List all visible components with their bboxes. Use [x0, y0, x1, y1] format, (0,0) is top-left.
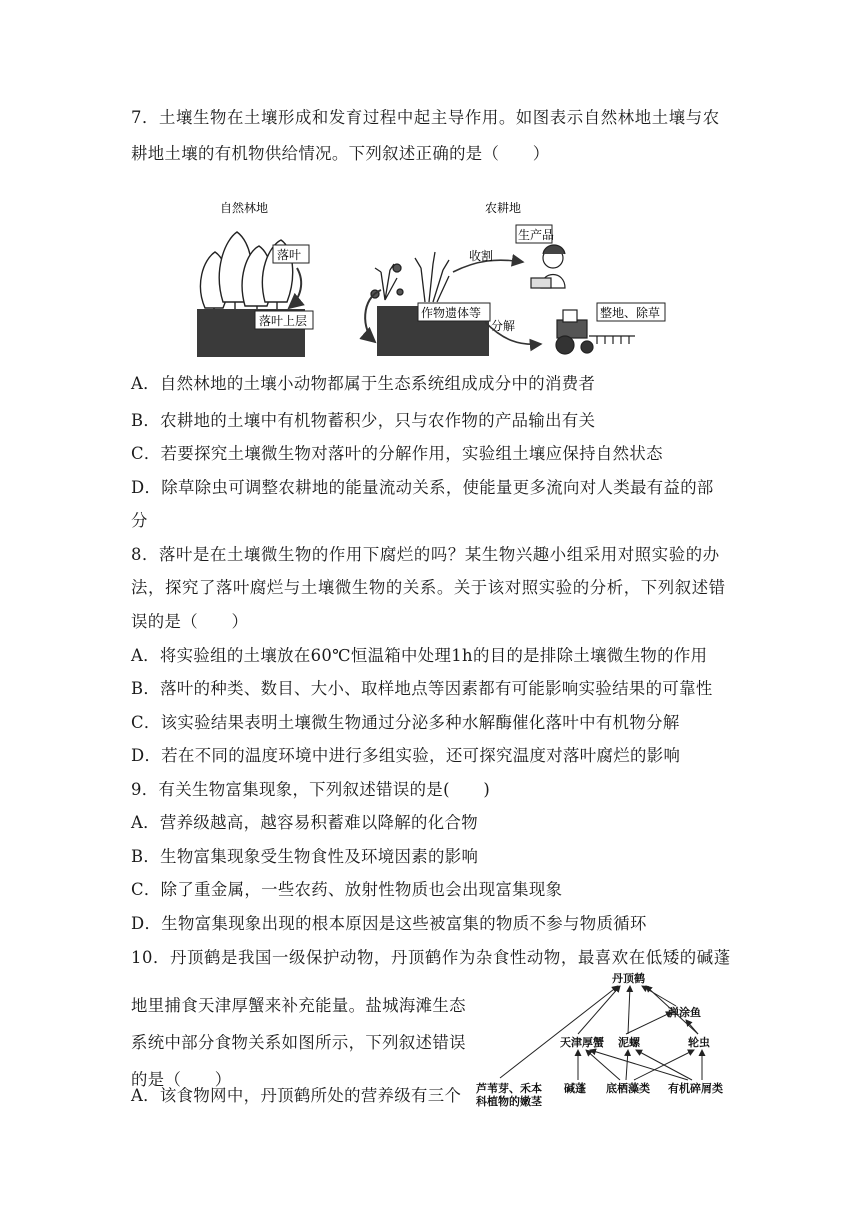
q8-option-d: D．若在不同的温度环境中进行多组实验，还可探究温度对落叶腐烂的影响: [131, 746, 681, 765]
node-mudskipper: 弹涂鱼: [668, 1006, 701, 1019]
node-crab: 天津厚蟹: [560, 1036, 604, 1049]
node-reed-line1: 芦苇芽、禾本: [476, 1082, 542, 1095]
food-web-arrows: [500, 986, 702, 1080]
node-crane: 丹顶鹤: [612, 972, 645, 985]
q8-option-c: C．该实验结果表明土壤微生物通过分泌多种水解酶催化落叶中有机物分解: [131, 713, 680, 732]
forest-trees-image: [200, 232, 292, 315]
fig-label-crop-residue: 作物遗体等: [421, 306, 482, 320]
node-reed-line2: 科植物的嫩茎: [476, 1095, 542, 1108]
q7-option-d: D．除草除虫可调整农耕地的能量流动关系，使能量更多流向对人类最有益的部: [131, 478, 714, 497]
q9-option-a: A．营养级越高，越容易积蓄难以降解的化合物: [131, 813, 478, 832]
q9-stem: 9．有关生物富集现象，下列叙述错误的是( ): [131, 780, 491, 799]
q7-stem-line2: 耕地土壤的有机物供给情况。下列叙述正确的是（ ）: [131, 144, 550, 163]
fig-left-title: 自然林地: [220, 201, 269, 215]
farmer-image: [531, 245, 565, 288]
q10-option-a: A．该食物网中，丹顶鹤所处的营养级有三个: [131, 1086, 462, 1105]
q7-figure: [185, 190, 745, 360]
q8-stem-line3: 误的是（ ）: [131, 612, 249, 631]
fig-label-litter-layer: 落叶上层: [259, 314, 308, 328]
q7-option-d-cont: 分: [131, 511, 148, 530]
fig-right-title: 农耕地: [485, 201, 522, 215]
node-detritus: 有机碎屑类: [668, 1082, 723, 1095]
q8-option-a: A．将实验组的土壤放在60℃恒温箱中处理1h的目的是排除土壤微生物的作用: [131, 646, 708, 665]
q10-stem-rest: 地里捕食天津厚蟹来补充能量。盐城海滩生态系统中部分食物关系如图所示，下列叙述错误的是（ ）: [131, 996, 466, 1089]
q7-stem-line1: 7．土壤生物在土壤形成和发育过程中起主导作用。如图表示自然林地土壤与农: [131, 108, 720, 127]
fig-label-tillage: 整地、除草: [600, 306, 661, 320]
q9-option-c: C．除了重金属，一些农药、放射性物质也会出现富集现象: [131, 880, 563, 899]
q10-stem-line1: 10．丹顶鹤是我国一级保护动物，丹顶鹤作为杂食性动物，最喜欢在低矮的碱蓬: [131, 948, 731, 967]
fig-label-decompose: 分解: [491, 319, 516, 333]
q8-option-b: B．落叶的种类、数目、大小、取样地点等因素都有可能影响实验结果的可靠性: [131, 679, 713, 698]
node-worm: 轮虫: [688, 1036, 710, 1049]
q8-stem-line1: 8．落叶是在土壤微生物的作用下腐烂的吗？某生物兴趣小组采用对照实验的办: [131, 545, 720, 564]
q10-food-web-figure: [470, 968, 740, 1108]
fig-label-fallen-leaves: 落叶: [277, 248, 302, 262]
q9-option-b: B．生物富集现象受生物食性及环境因素的影响: [131, 847, 479, 866]
fig-label-products: 生产品: [518, 228, 555, 242]
q7-option-a: A．自然林地的土壤小动物都属于生态系统组成成分中的消费者: [131, 374, 596, 393]
node-suaeda: 碱蓬: [564, 1082, 586, 1095]
fig-label-harvest: 收割: [469, 249, 494, 263]
q9-option-d: D．生物富集现象出现的根本原因是这些被富集的物质不参与物质循环: [131, 914, 647, 933]
q7-option-c: C．若要探究土壤微生物对落叶的分解作用，实验组土壤应保持自然状态: [131, 444, 663, 463]
q8-stem-line2: 法，探究了落叶腐烂与土壤微生物的关系。关于该对照实验的分析，下列叙述错: [131, 578, 726, 597]
crops-image: [371, 252, 449, 302]
node-snail: 泥螺: [618, 1036, 640, 1049]
node-diatoms: 底栖藻类: [606, 1082, 650, 1095]
q7-option-b: B．农耕地的土壤中有机物蓄积少，只与农作物的产品输出有关: [131, 411, 596, 430]
